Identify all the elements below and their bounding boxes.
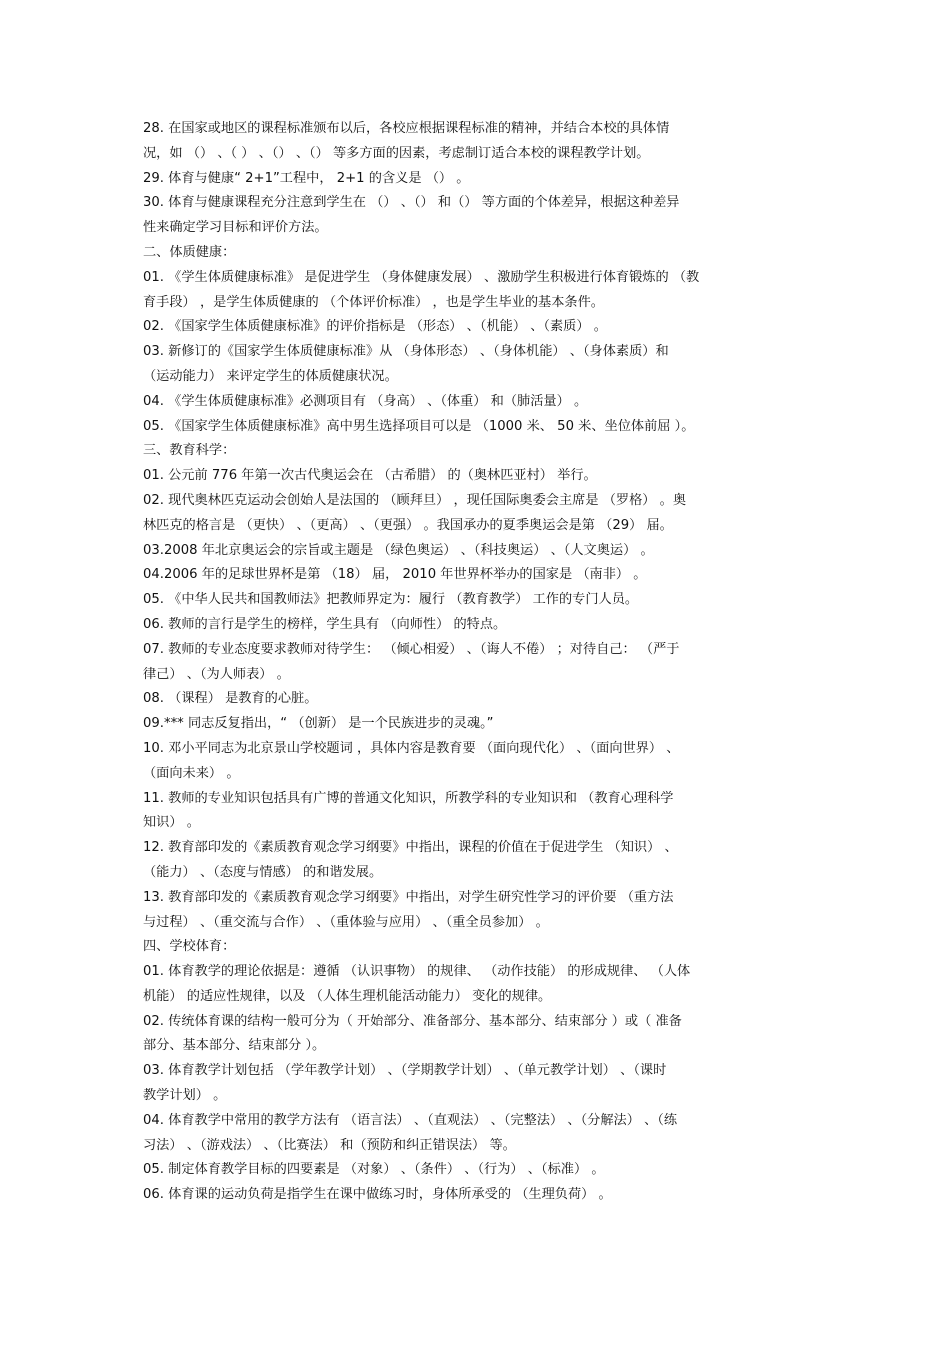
question-line: 01. 公元前 776 年第一次古代奥运会在 （古希腊） 的（奥林匹亚村） 举行。 (143, 468, 597, 484)
question-line: 02. 传统体育课的结构一般可分为（ 开始部分、准备部分、基本部分、结束部分 ）或（ 准备 (143, 1013, 682, 1029)
question-continuation: 部分、基本部分、结束部分 ）。 (143, 1038, 326, 1054)
question-line: 10. 邓小平同志为北京景山学校题词 ，具体内容是教育要 （面向现代化） 、（面向世界） 、 (143, 740, 680, 756)
question-line: 03. 新修订的《国家学生体质健康标准》从 （身体形态） 、（身体机能） 、（身体素质）和 (143, 344, 669, 360)
question-continuation: 机能） 的适应性规律，以及 （人体生理机能活动能力） 变化的规律。 (143, 988, 552, 1004)
document-body (143, 117, 808, 1208)
question-line: 05. 《国家学生体质健康标准》高中男生选择项目可以是 （1000 米、 50 米、坐位体前屈 ）。 (143, 418, 695, 434)
section-heading: 三、教育科学： (143, 443, 236, 459)
question-line: 29. 体育与健康“ 2+1”工程中， 2+1 的含义是 （） 。 (143, 170, 470, 186)
question-line: 05. 《中华人民共和国教师法》把教师界定为：履行 （教育教学） 工作的专门人员。 (143, 592, 639, 608)
question-continuation: 性来确定学习目标和评价方法。 (143, 220, 328, 236)
question-continuation: 况，如 （） 、（ ） 、（） 、（） 等多方面的因素，考虑制订适合本校的课程教学计划。 (143, 145, 650, 161)
section-heading: 四、学校体育： (143, 939, 236, 955)
question-continuation: 习法） 、（游戏法） 、（比赛法） 和（预防和纠正错误法） 等。 (143, 1137, 516, 1153)
question-line: 05. 制定体育教学目标的四要素是 （对象） 、（条件） 、（行为） 、（标准） 。 (143, 1162, 605, 1178)
question-line: 12. 教育部印发的《素质教育观念学习纲要》中指出，课程的价值在于促进学生 （知识） 、 (143, 840, 678, 856)
question-line: 01. 《学生体质健康标准》 是促进学生 （身体健康发展） 、激励学生积极进行体育锻炼的 （教 (143, 269, 700, 285)
question-line: 30. 体育与健康课程充分注意到学生在 （） 、（） 和（） 等方面的个体差异，根据这种差异 (143, 195, 680, 211)
question-line: 02. 《国家学生体质健康标准》的评价指标是 （形态） 、（机能） 、（素质） 。 (143, 319, 607, 335)
question-continuation: 育手段） ，是学生体质健康的 （个体评价标准） ，也是学生毕业的基本条件。 (143, 294, 604, 310)
question-continuation: 与过程） 、（重交流与合作） 、（重体验与应用） 、（重全员参加） 。 (143, 914, 549, 930)
question-line: 11. 教师的专业知识包括具有广博的普通文化知识，所教学科的专业知识和 （教育心理科学 (143, 790, 674, 806)
question-line: 04.2006 年的足球世界杯是第 （18） 届， 2010 年世界杯举办的国家是 （南非） 。 (143, 567, 647, 583)
question-continuation: 林匹克的格言是 （更快） 、（更高） 、（更强） 。我国承办的夏季奥运会是第 （29） 届。 (143, 517, 673, 533)
question-line: 04. 《学生体质健康标准》必测项目有 （身高） 、（体重） 和（肺活量） 。 (143, 393, 588, 409)
section-heading: 二、体质健康： (143, 244, 236, 260)
question-line: 28. 在国家或地区的课程标准颁布以后，各校应根据课程标准的精神，并结合本校的具体情 (143, 121, 670, 136)
question-line: 03.2008 年北京奥运会的宗旨或主题是 （绿色奥运） 、（科技奥运） 、（人文奥运） 。 (143, 542, 654, 558)
question-continuation: 知识） 。 (143, 815, 200, 831)
question-line: 04. 体育教学中常用的教学方法有 （语言法） 、（直观法） 、（完整法） 、（分解法） 、（练 (143, 1112, 678, 1128)
question-line: 07. 教师的专业态度要求教师对待学生： （倾心相爱） 、（诲人不倦） ；对待自己： （严于 (143, 641, 680, 657)
question-line: 03. 体育教学计划包括 （学年教学计划） 、（学期教学计划） 、（单元教学计划） 、（课时 (143, 1063, 667, 1079)
question-continuation: （运动能力） 来评定学生的体质健康状况。 (143, 368, 398, 384)
question-continuation: （能力） 、（态度与情感） 的和谐发展。 (143, 864, 383, 880)
question-continuation: 律己） 、（为人师表） 。 (143, 666, 290, 682)
question-continuation: （面向未来） 。 (143, 765, 240, 781)
question-line: 13. 教育部印发的《素质教育观念学习纲要》中指出，对学生研究性学习的评价要 （重方法 (143, 889, 674, 905)
question-line: 06. 教师的言行是学生的榜样，学生具有 （向师性） 的特点。 (143, 616, 507, 632)
question-line: 08. （课程） 是教育的心脏。 (143, 691, 318, 707)
question-line: 02. 现代奥林匹克运动会创始人是法国的 （顾拜旦） ，现任国际奥委会主席是 （罗格） 。奥 (143, 492, 687, 508)
question-line: 09.*** 同志反复指出，“ （创新） 是一个民族进步的灵魂。” (143, 716, 494, 732)
question-line: 01. 体育教学的理论依据是：遵循 （认识事物） 的规律、 （动作技能） 的形成规律、 （人体 (143, 964, 691, 980)
question-continuation: 教学计划） 。 (143, 1088, 227, 1104)
question-line: 06. 体育课的运动负荷是指学生在课中做练习时，身体所承受的 （生理负荷） 。 (143, 1187, 612, 1203)
